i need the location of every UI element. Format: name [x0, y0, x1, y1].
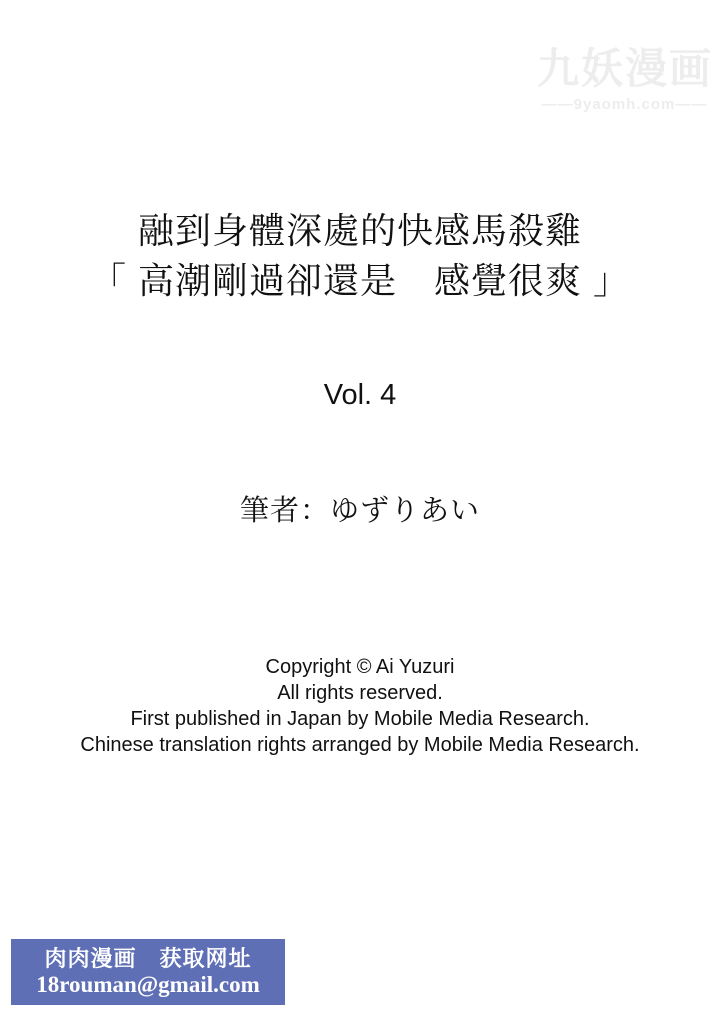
title-block — [0, 206, 720, 306]
copyright-line: First published in Japan by Mobile Media Research. — [130, 708, 590, 730]
manga-title-line1: 融到身體深處的快感馬殺雞 — [137, 210, 582, 251]
copyright-line: Copyright © Ai Yuzuri — [265, 656, 455, 678]
banner-slogan: 肉肉漫画 获取网址 — [44, 945, 252, 971]
watermark-site-url: ——9yaomh.com—— — [541, 96, 708, 113]
copyright-line: All rights reserved. — [277, 682, 443, 704]
author-label: 筆者：ゆずりあい — [239, 495, 480, 527]
publisher-banner — [11, 939, 285, 1005]
watermark — [537, 45, 714, 113]
manga-title-line2: 「 高潮剛過卻還是 感覺很爽 」 — [89, 260, 630, 301]
banner-email: 18rouman@gmail.com — [36, 971, 260, 997]
copyright-block — [0, 654, 720, 758]
watermark-logo: 九妖漫画 — [537, 45, 714, 92]
volume-label: Vol. 4 — [323, 379, 397, 411]
copyright-line: Chinese translation rights arranged by Mobile Media Research. — [80, 734, 640, 756]
